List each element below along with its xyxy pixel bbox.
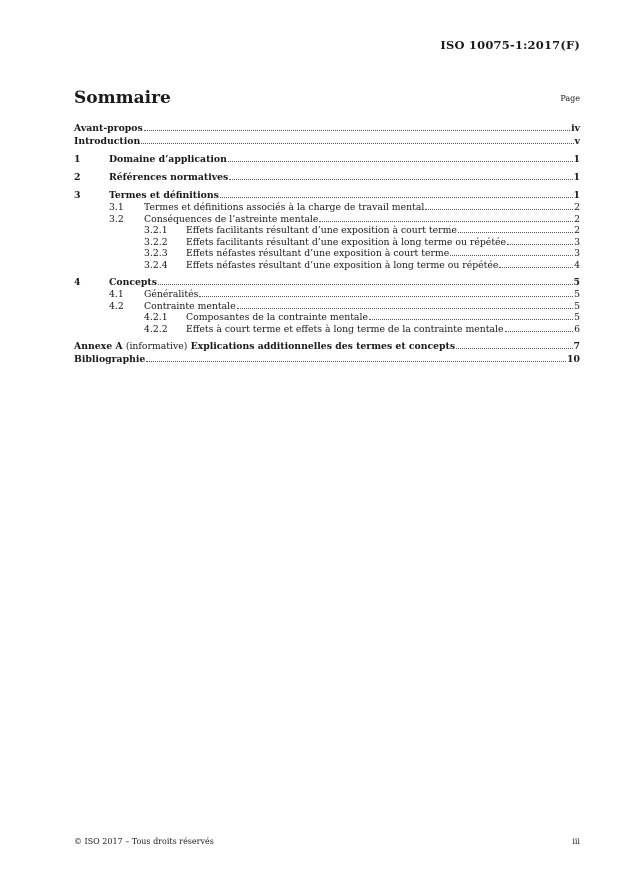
toc-entry-4-1[interactable] <box>74 289 580 301</box>
toc-entry-page: 5 <box>573 277 580 288</box>
toc-entry-number: 4.1 <box>109 289 124 300</box>
toc-entry-3-2-1[interactable] <box>74 225 580 237</box>
toc-entry-label: Avant-propos <box>74 123 143 134</box>
toc-entry-label <box>74 340 455 353</box>
dot-leader <box>425 202 573 210</box>
toc-entry-page: 5 <box>574 312 580 323</box>
toc-entry-label: Effets facilitants résultant d’une exposition à court terme <box>186 225 457 236</box>
dot-leader <box>229 172 572 180</box>
footer-page-number: iii <box>572 837 580 846</box>
dot-leader <box>450 248 573 256</box>
toc-entry-page: 2 <box>574 202 580 213</box>
toc-entry-label: Contrainte mentale <box>144 300 236 312</box>
toc-entry-avant-propos[interactable] <box>74 122 580 135</box>
table-of-contents <box>74 122 580 366</box>
toc-entry-label: Termes et définitions <box>109 190 219 201</box>
toc-entry-page: iv <box>571 123 580 134</box>
toc-entry-label: Effets à court terme et effets à long terme de la contrainte mentale <box>186 323 504 335</box>
toc-entry-4-2-1[interactable] <box>74 312 580 324</box>
dot-leader <box>146 354 566 362</box>
dot-leader <box>505 324 574 332</box>
dot-leader <box>369 312 573 320</box>
toc-entry-number: 4.2.2 <box>144 323 168 335</box>
toc-entry-number: 4.2.1 <box>144 312 168 323</box>
toc-entry-3-2-3[interactable] <box>74 248 580 260</box>
dot-leader <box>144 123 570 131</box>
toc-entry-label: Effets néfastes résultant d’une exposition à long terme ou répétée <box>186 259 499 271</box>
toc-entry-label: Effets facilitants résultant d’une exposition à long terme ou répétée <box>186 236 507 248</box>
toc-entry-label: Composantes de la contrainte mentale <box>186 312 368 323</box>
toc-entry-page: 1 <box>573 190 580 201</box>
annex-prefix: Annexe A <box>74 341 123 352</box>
toc-header <box>74 88 580 112</box>
toc-entry-label: Généralités <box>144 289 199 300</box>
dot-leader <box>456 341 572 349</box>
toc-entry-label: Bibliographie <box>74 354 146 365</box>
toc-entry-number: 3 <box>74 190 81 201</box>
toc-entry-page: 2 <box>574 225 580 236</box>
toc-entry-number: 3.2.3 <box>144 248 168 259</box>
toc-entry-number: 3.2.4 <box>144 259 168 271</box>
toc-entry-page: 1 <box>573 172 580 183</box>
toc-entry-page: 1 <box>573 154 580 165</box>
toc-entry-label: Références normatives <box>109 172 229 183</box>
toc-entry-label: Conséquences de l’astreinte mentale <box>144 213 319 225</box>
toc-entry-number: 3.2 <box>109 213 124 225</box>
toc-entry-label: Introduction <box>74 136 141 147</box>
toc-entry-label: Domaine d’application <box>109 154 227 165</box>
toc-entry-page: 3 <box>574 236 580 248</box>
page-column-label: Page <box>560 94 580 103</box>
toc-entry-3-2-2[interactable] <box>74 237 580 249</box>
toc-entry-domaine[interactable] <box>74 153 580 166</box>
annex-title: Explications additionnelles des termes et concepts <box>190 341 456 352</box>
dot-leader <box>458 225 573 233</box>
dot-leader <box>199 289 573 297</box>
toc-entry-label: Termes et définitions associés à la charge de travail mental <box>144 202 425 213</box>
toc-entry-bibliographie[interactable] <box>74 353 580 366</box>
toc-entry-number: 3.2.2 <box>144 236 168 248</box>
toc-entry-introduction[interactable] <box>74 135 580 148</box>
dot-leader <box>507 237 573 245</box>
toc-entry-number: 3.1 <box>109 202 124 213</box>
dot-leader <box>220 190 573 198</box>
toc-entry-3-1[interactable] <box>74 202 580 214</box>
toc-entry-4-2[interactable] <box>74 301 580 313</box>
annex-type: (informative) <box>125 341 188 352</box>
dot-leader <box>499 260 573 268</box>
toc-entry-number: 1 <box>74 154 81 165</box>
standard-identifier: ISO 10075-1:2017(F) <box>440 38 580 52</box>
toc-entry-number: 3.2.1 <box>144 225 168 236</box>
toc-entry-annexe-a[interactable] <box>74 340 580 353</box>
toc-entry-number: 4.2 <box>109 300 124 312</box>
toc-entry-4-2-2[interactable] <box>74 324 580 336</box>
toc-entry-page: 10 <box>567 354 580 365</box>
toc-entry-concepts[interactable] <box>74 276 580 289</box>
toc-title: Sommaire <box>74 88 171 108</box>
toc-entry-page: 7 <box>573 341 580 352</box>
toc-entry-page: 5 <box>574 300 580 312</box>
toc-entry-3-2-4[interactable] <box>74 260 580 272</box>
footer-copyright: © ISO 2017 – Tous droits réservés <box>74 837 214 846</box>
toc-entry-page: 6 <box>574 323 580 335</box>
toc-entry-label: Concepts <box>109 277 157 288</box>
toc-entry-references[interactable] <box>74 171 580 184</box>
toc-entry-page: 3 <box>574 248 580 259</box>
toc-entry-page: v <box>574 136 580 147</box>
toc-entry-page: 2 <box>574 213 580 225</box>
toc-entry-page: 4 <box>574 259 580 271</box>
dot-leader <box>158 277 573 285</box>
dot-leader <box>237 301 573 309</box>
toc-entry-page: 5 <box>574 289 580 300</box>
toc-entry-number: 2 <box>74 172 81 183</box>
dot-leader <box>228 154 573 162</box>
toc-entry-3-2[interactable] <box>74 214 580 226</box>
toc-entry-number: 4 <box>74 277 81 288</box>
dot-leader <box>141 136 573 144</box>
dot-leader <box>319 214 573 222</box>
toc-entry-label: Effets néfastes résultant d’une exposition à court terme <box>186 248 450 259</box>
toc-entry-termes[interactable] <box>74 189 580 202</box>
